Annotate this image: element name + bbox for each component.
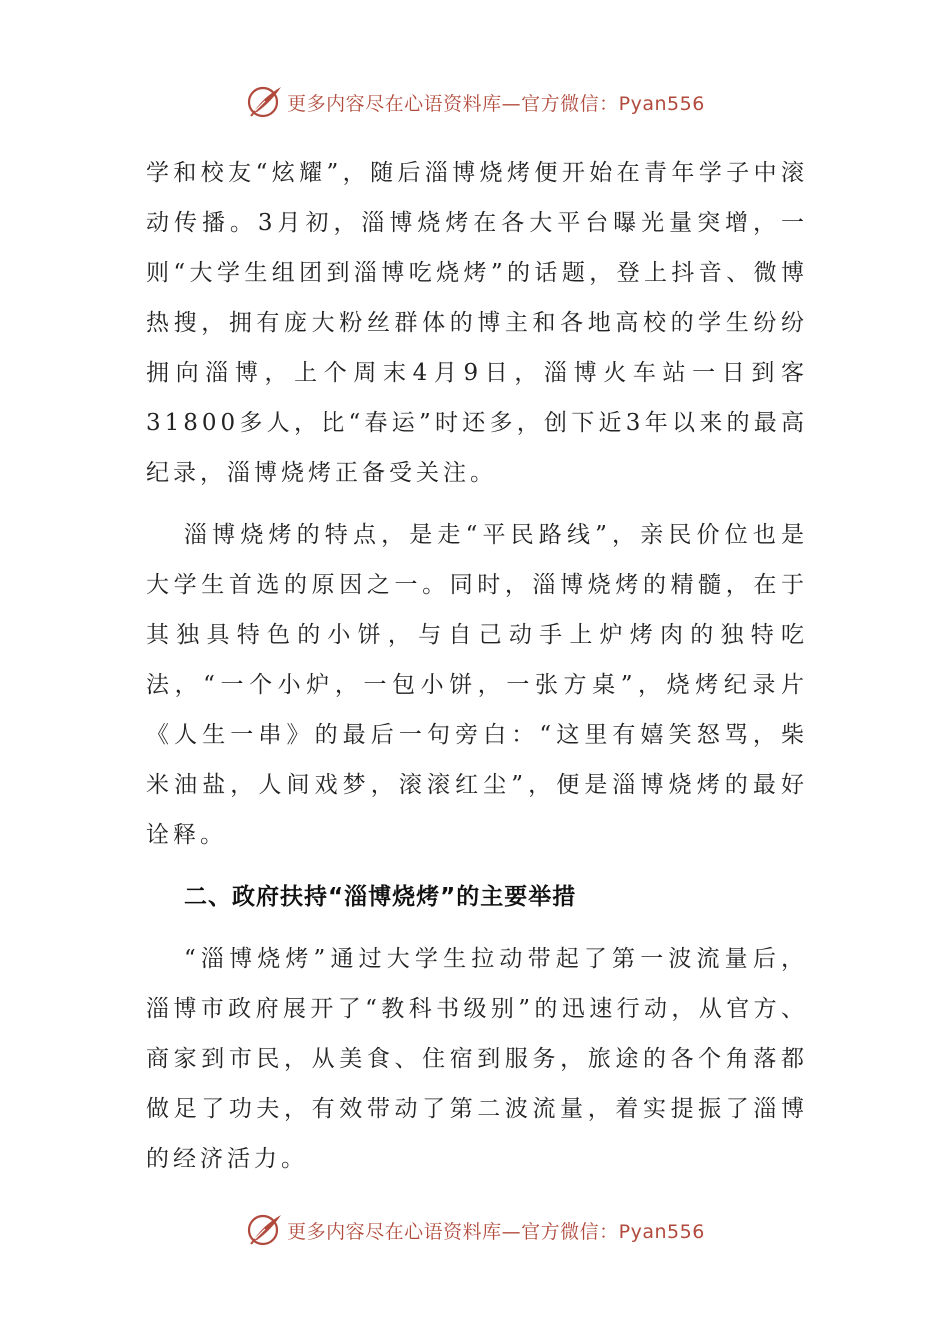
quill-pen-icon bbox=[245, 1210, 285, 1250]
paragraph: 淄博烧烤的特点，是走“平民路线”，亲民价位也是大学生首选的原因之一。同时，淄博烧烤的精髓，在于其独具特色的小饼，与自己动手上炉烤肉的独特吃法，“一个小炉，一包小饼，一张方桌”，烧烤纪录片《人生一串》的最后一句旁白：“这里有嬉笑怒骂，柴米油盐，人间戏梦，滚滚红尘”，便是淄博烧烤的最好诠释。 bbox=[146, 522, 808, 848]
header-banner bbox=[0, 80, 950, 124]
header-banner-text: 更多内容尽在心语资料库—官方微信：Pyan556 bbox=[287, 92, 705, 115]
paragraph: “淄博烧烤”通过大学生拉动带起了第一波流量后，淄博市政府展开了“教科书级别”的迅速行动，从官方、商家到市民，从美食、住宿到服务，旅途的各个角落都做足了功夫，有效带动了第二波流量，着实提振了淄博的经济活力。 bbox=[146, 946, 808, 1172]
paragraph-continued: 学和校友“炫耀”，随后淄博烧烤便开始在青年学子中滚动传播。3月初，淄博烧烤在各大平台曝光量突增，一则“大学生组团到淄博吃烧烤”的话题，登上抖音、微博热搜，拥有庞大粉丝群体的博主和各地高校的学生纷纷拥向淄博，上个周末4月9日，淄博火车站一日到客31800多人，比“春运”时还多，创下近3年以来的最高纪录，淄博烧烤正备受关注。 bbox=[146, 160, 808, 486]
footer-banner-text: 更多内容尽在心语资料库—官方微信：Pyan556 bbox=[287, 1220, 705, 1243]
document-body bbox=[146, 148, 808, 1184]
footer-banner bbox=[0, 1208, 950, 1252]
quill-pen-icon bbox=[245, 82, 285, 122]
section-heading: 二、政府扶持“淄博烧烤”的主要举措 bbox=[184, 884, 577, 910]
